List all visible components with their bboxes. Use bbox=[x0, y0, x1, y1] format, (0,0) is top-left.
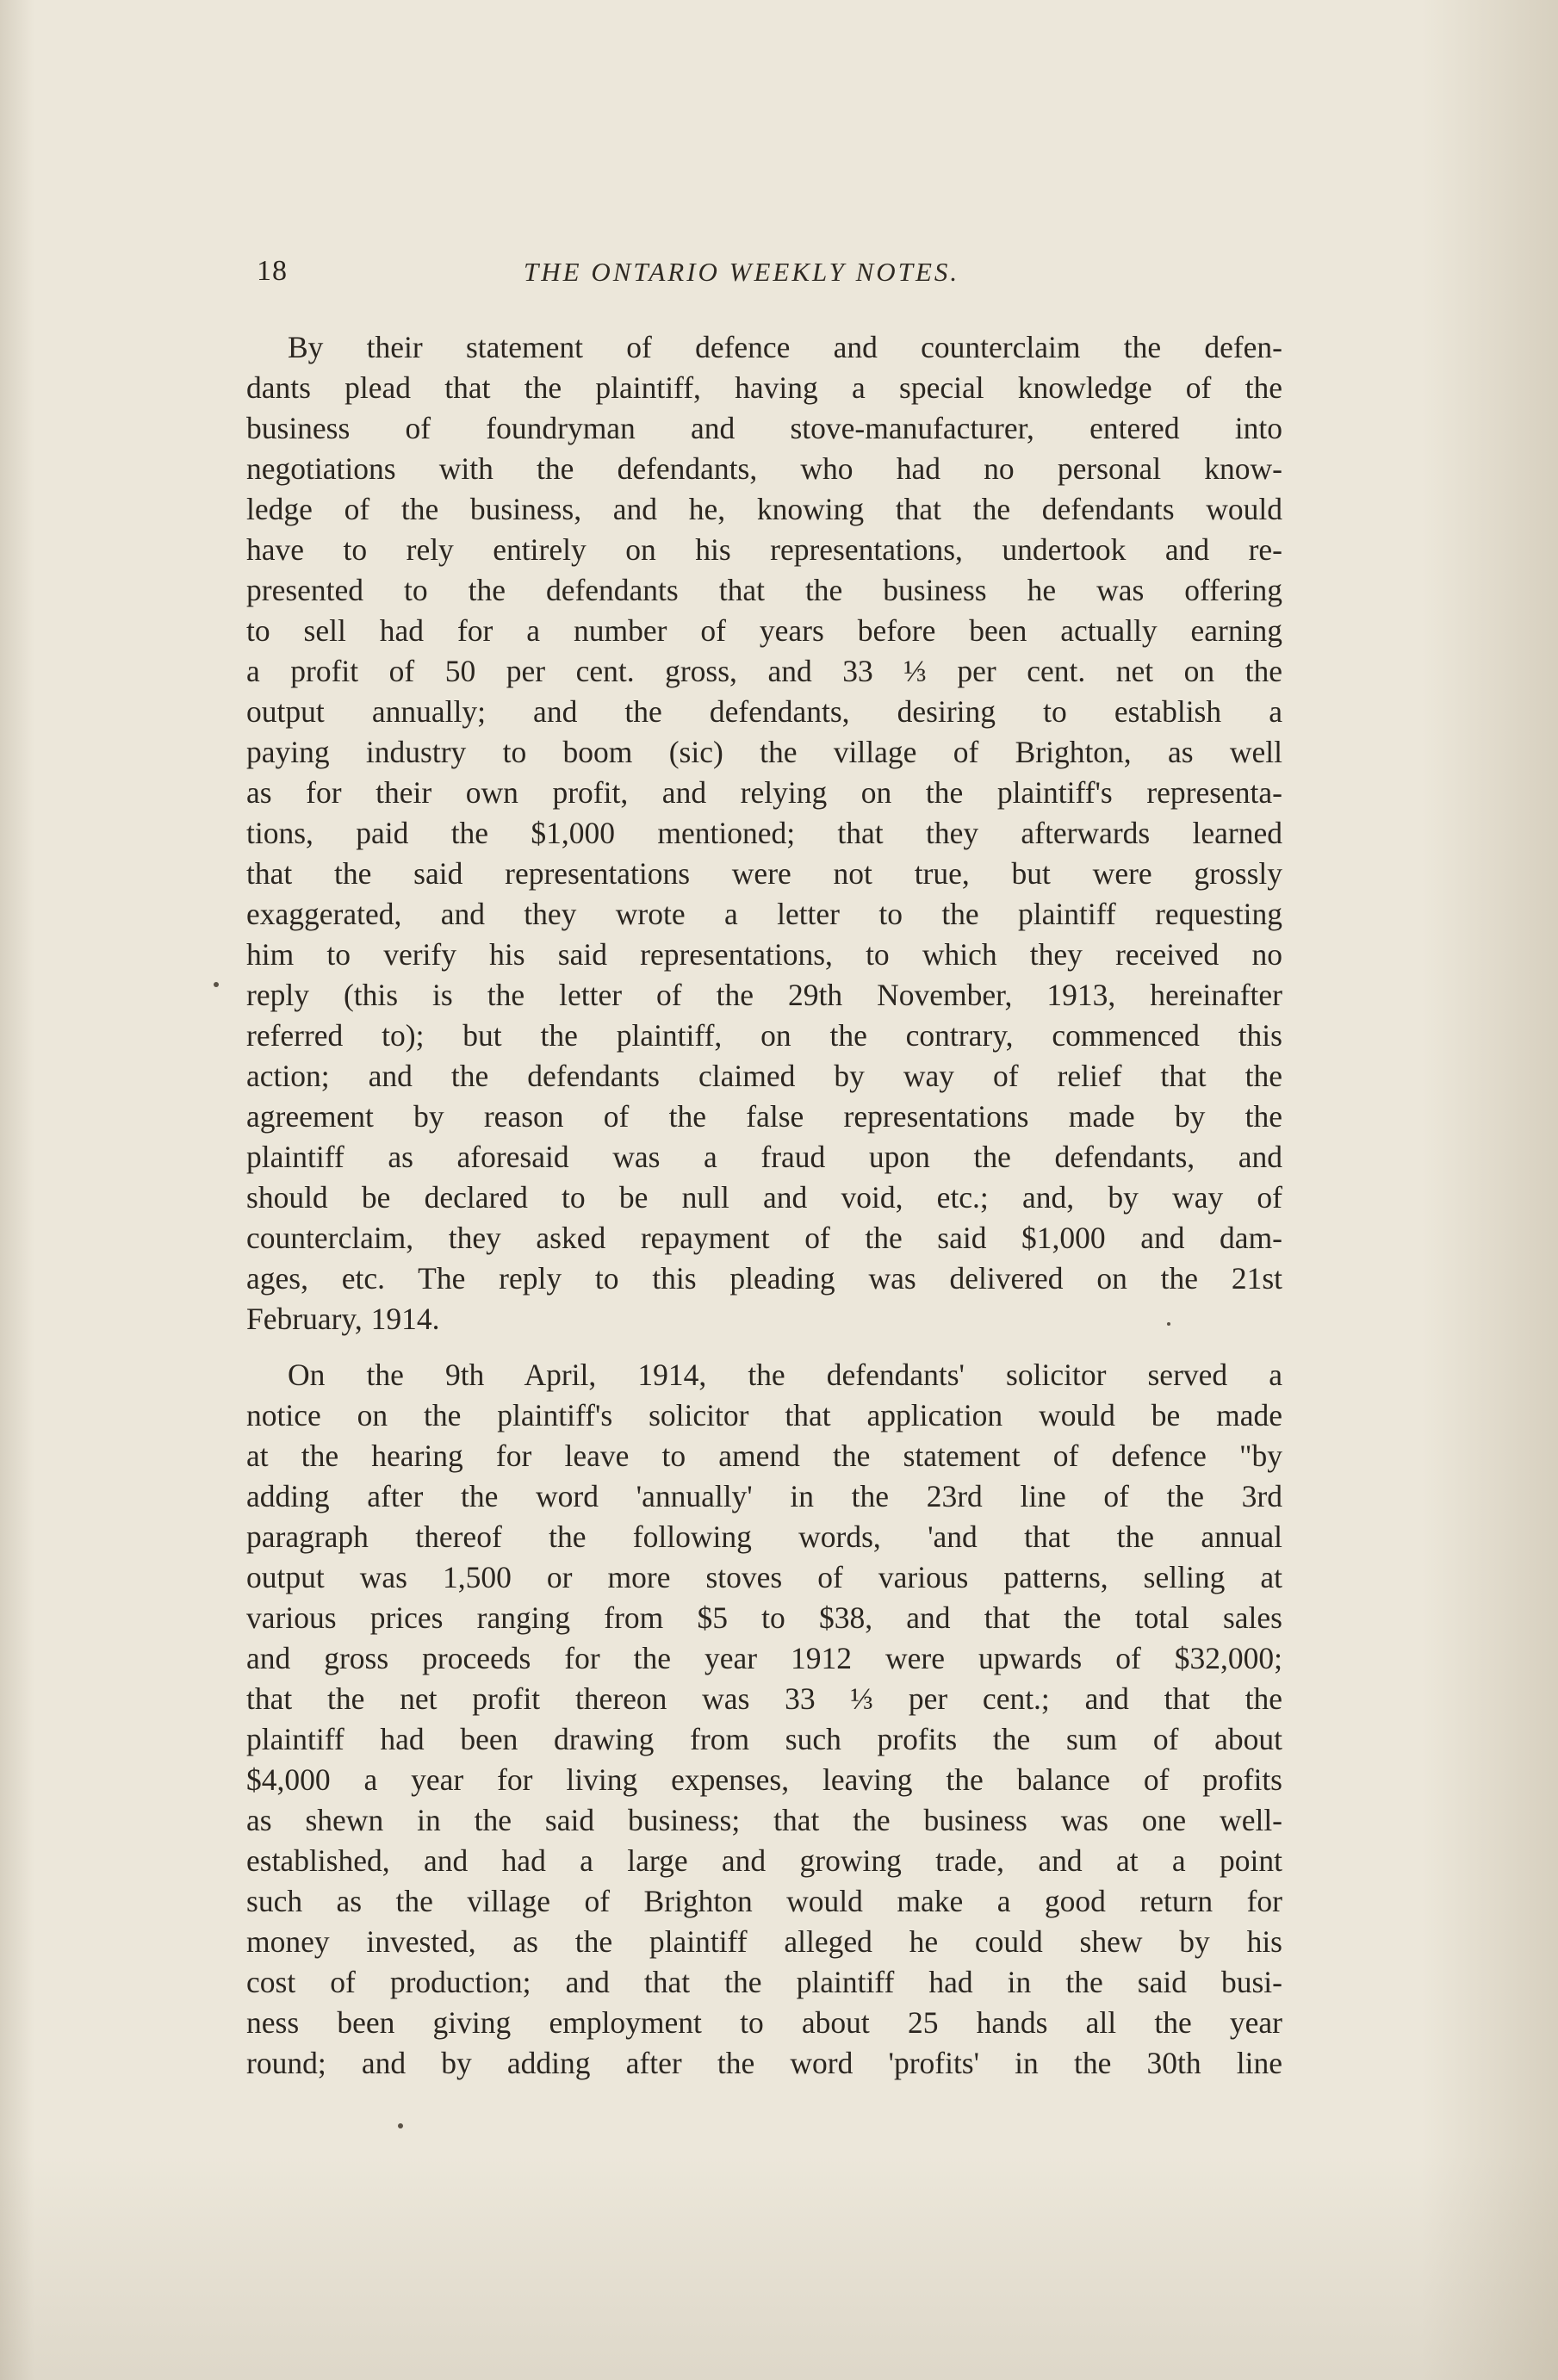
text-line: ledge of the business, and he, knowing that the defendants would bbox=[246, 492, 1282, 526]
text-line: as shewn in the said business; that the business was one well- bbox=[246, 1803, 1282, 1837]
text-line: $4,000 a year for living expenses, leaving the balance of profits bbox=[246, 1762, 1282, 1797]
text-line: a profit of 50 per cent. gross, and 33 ⅓ per cent. net on the bbox=[246, 654, 1282, 688]
text-line: at the hearing for leave to amend the statement of defence "by bbox=[246, 1439, 1282, 1473]
text-line: money invested, as the plaintiff alleged he could shew by his bbox=[246, 1924, 1282, 1959]
text-line: plaintiff had been drawing from such profits the sum of about bbox=[246, 1722, 1282, 1756]
text-line: plaintiff as aforesaid was a fraud upon the defendants, and bbox=[246, 1140, 1282, 1174]
text-line: various prices ranging from $5 to $38, and that the total sales bbox=[246, 1600, 1282, 1635]
text-line: have to rely entirely on his representations, undertook and re- bbox=[246, 532, 1282, 567]
page-number: 18 bbox=[257, 255, 288, 287]
text-line: should be declared to be null and void, etc.; and, by way of bbox=[246, 1180, 1282, 1215]
page-header bbox=[257, 255, 1290, 298]
text-line: exaggerated, and they wrote a letter to the plaintiff requesting bbox=[246, 897, 1282, 931]
text-line: business of foundryman and stove-manufacturer, entered into bbox=[246, 411, 1282, 445]
paragraph-amendment-notice bbox=[246, 1355, 1282, 2084]
text-line: adding after the word 'annually' in the 23rd line of the 3rd bbox=[246, 1479, 1282, 1513]
text-line: reply (this is the letter of the 29th November, 1913, hereinafter bbox=[246, 978, 1282, 1012]
text-line: output annually; and the defendants, desiring to establish a bbox=[246, 694, 1282, 729]
text-line: him to verify his said representations, to which they received no bbox=[246, 937, 1282, 972]
text-line: and gross proceeds for the year 1912 were upwards of $32,000; bbox=[246, 1641, 1282, 1675]
text-line: action; and the defendants claimed by way of relief that the bbox=[246, 1059, 1282, 1093]
text-line: referred to); but the plaintiff, on the contrary, commenced this bbox=[246, 1018, 1282, 1053]
text-line: paragraph thereof the following words, 'and that the annual bbox=[246, 1519, 1282, 1554]
text-line: as for their own profit, and relying on the plaintiff's representa- bbox=[246, 775, 1282, 810]
text-line: February, 1914. bbox=[246, 1302, 440, 1336]
text-line: ness been giving employment to about 25 hands all the year bbox=[246, 2005, 1282, 2040]
paragraph-defence-counterclaim bbox=[246, 327, 1282, 1339]
margin-mark bbox=[214, 982, 219, 987]
text-line: agreement by reason of the false representations made by the bbox=[246, 1099, 1282, 1134]
text-line: cost of production; and that the plaintiff had in the said busi- bbox=[246, 1965, 1282, 1999]
text-line: counterclaim, they asked repayment of the said $1,000 and dam- bbox=[246, 1221, 1282, 1255]
text-line: ages, etc. The reply to this pleading was delivered on the 21st bbox=[246, 1261, 1282, 1296]
text-line: output was 1,500 or more stoves of various patterns, selling at bbox=[246, 1560, 1282, 1594]
text-line: dants plead that the plaintiff, having a special knowledge of the bbox=[246, 370, 1282, 405]
ink-speck bbox=[398, 2123, 403, 2128]
text-line: that the net profit thereon was 33 ⅓ per cent.; and that the bbox=[246, 1681, 1282, 1716]
text-line: that the said representations were not true, but were grossly bbox=[246, 856, 1282, 891]
text-line: paying industry to boom (sic) the village of Brighton, as well bbox=[246, 735, 1282, 769]
text-line: On the 9th April, 1914, the defendants' solicitor served a bbox=[288, 1358, 1282, 1392]
text-line: presented to the defendants that the business he was offering bbox=[246, 573, 1282, 607]
body-text bbox=[246, 327, 1282, 2099]
text-line: notice on the plaintiff's solicitor that application would be made bbox=[246, 1398, 1282, 1432]
text-line: established, and had a large and growing trade, and at a point bbox=[246, 1843, 1282, 1878]
ink-speck bbox=[1167, 1322, 1170, 1326]
running-title: THE ONTARIO WEEKLY NOTES. bbox=[524, 257, 960, 287]
text-line: negotiations with the defendants, who had no personal know- bbox=[246, 451, 1282, 486]
text-line: to sell had for a number of years before been actually earning bbox=[246, 613, 1282, 648]
text-line: tions, paid the $1,000 mentioned; that they afterwards learned bbox=[246, 816, 1282, 850]
text-line: such as the village of Brighton would make a good return for bbox=[246, 1884, 1282, 1918]
text-line: round; and by adding after the word 'profits' in the 30th line bbox=[246, 2046, 1282, 2080]
text-line: By their statement of defence and counterclaim the defen- bbox=[288, 330, 1282, 364]
